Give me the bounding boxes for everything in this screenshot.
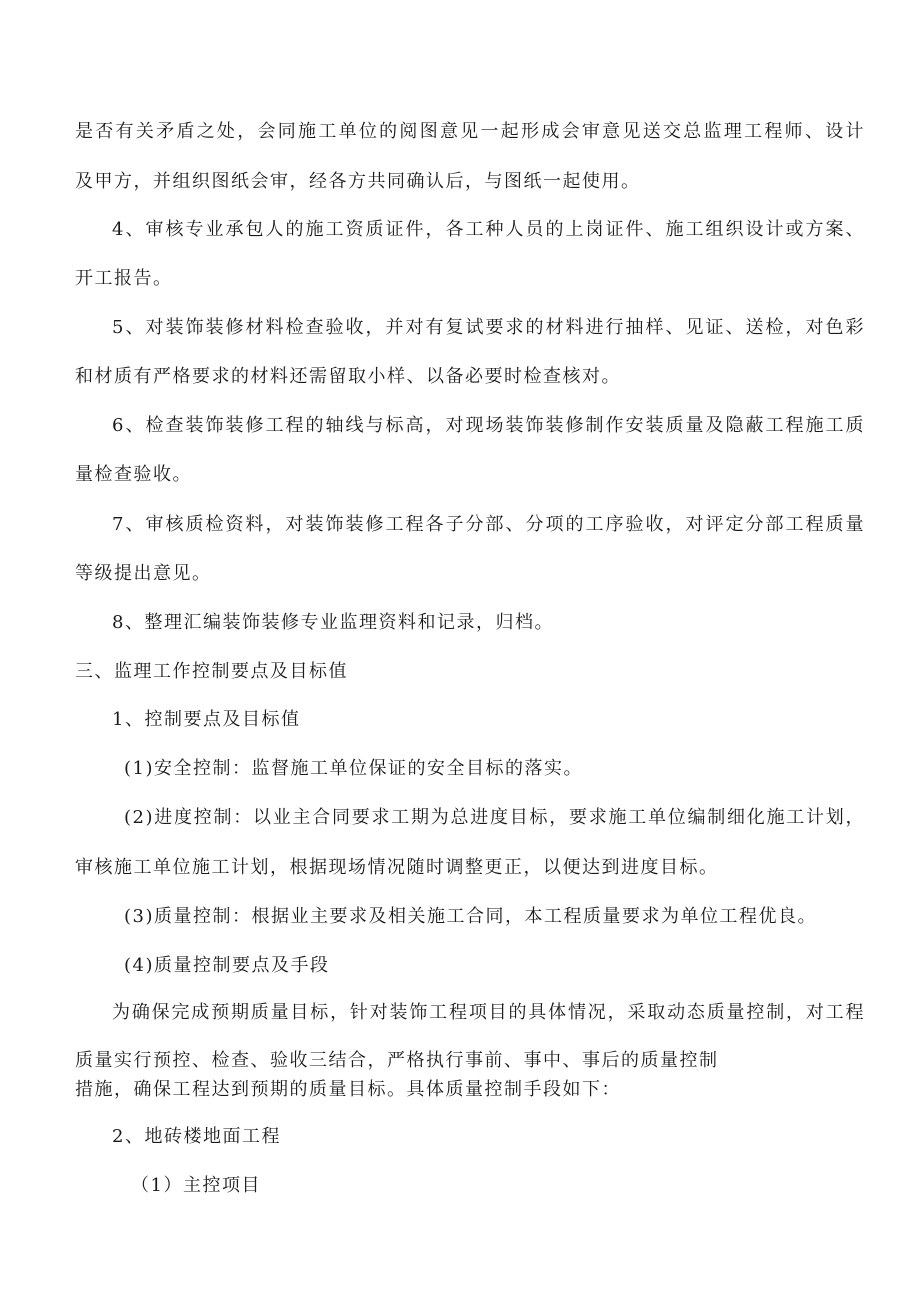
text-line: (4)质量控制要点及手段 [124,955,330,976]
subsection-heading: 1、控制要点及目标值 [112,709,301,730]
text-line: 为确保完成预期质量目标，针对装饰工程项目的具体情况，采取动态质量控制，对工程 [112,1002,865,1023]
text-line: 量检查验收。 [75,464,192,485]
text-line: 7、审核质检资料，对装饰装修工程各子分部、分项的工序验收，对评定分部工程质量 [112,514,865,535]
text-line: 审核施工单位施工计划，根据现场情况随时调整更正，以便达到进度目标。 [75,857,719,878]
text-line: 开工报告。 [75,268,173,289]
text-line: 5、对装饰装修材料检查验收，并对有复试要求的材料进行抽样、见证、送检，对色彩 [112,317,865,338]
text-line: 4、审核专业承包人的施工资质证件，各工种人员的上岗证件、施工组织设计或方案、 [112,219,865,240]
text-line: 6、检查装饰装修工程的轴线与标高，对现场装饰装修制作安装质量及隐蔽工程施工质 [112,415,865,436]
text-line: (1)安全控制：监督施工单位保证的安全目标的落实。 [124,758,583,779]
text-line: 8、整理汇编装饰装修专业监理资料和记录，归档。 [112,612,554,633]
section-heading: 三、监理工作控制要点及目标值 [75,661,348,682]
text-line: 措施，确保工程达到预期的质量目标。具体质量控制手段如下： [75,1079,621,1100]
text-line: 是否有关矛盾之处，会同施工单位的阅图意见一起形成会审意见送交总监理工程师、设计 [75,121,865,142]
text-line: 及甲方，并组织图纸会审，经各方共同确认后，与图纸一起使用。 [75,171,641,192]
subsection-heading: 2、地砖楼地面工程 [112,1126,281,1147]
text-line: 质量实行预控、检查、验收三结合，严格执行事前、事中、事后的质量控制 [75,1050,719,1071]
text-line: 和材质有严格要求的材料还需留取小样、以备必要时检查核对。 [75,366,621,387]
text-line: （1）主控项目 [131,1175,261,1196]
text-line: 等级提出意见。 [75,563,212,584]
text-line: (2)进度控制：以业主合同要求工期为总进度目标，要求施工单位编制细化施工计划， [124,807,865,828]
text-line: (3)质量控制：根据业主要求及相关施工合同，本工程质量要求为单位工程优良。 [124,906,817,927]
